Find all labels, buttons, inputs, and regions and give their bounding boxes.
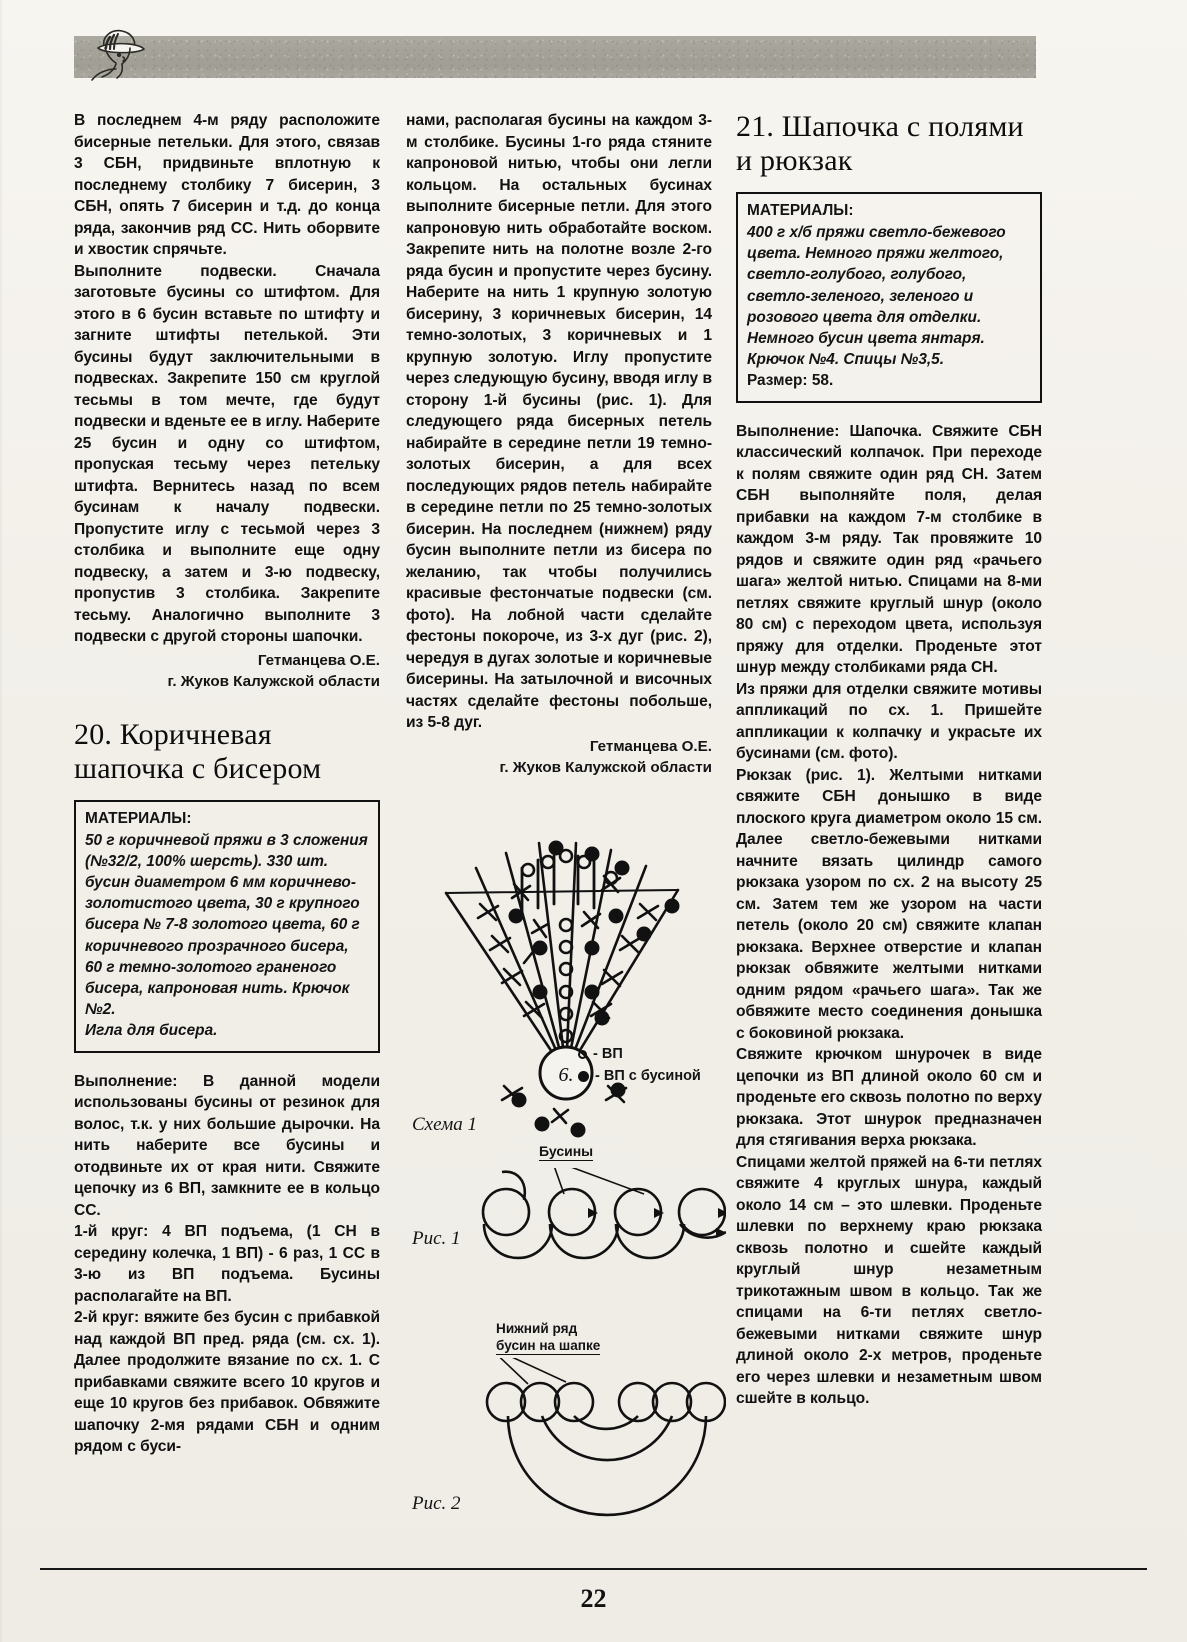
materials-text: 50 г коричневой пряжи в 3 сложения (№32/2, 100% шерсть). 330 шт. бусин диаметром 6 мм коричнево-золотистого цвета, 30 г крупного бисера № 7-8 золотого цвета, 60 г коричневого прозрачного бисера, 60 г темно-золотого граненого бисера, капроновая нить. Крючок №2.	[85, 831, 368, 1019]
instruction-text: 4 ВП подъема, (1 СН в середину колечка, 1 ВП) - 6 раз, 1 СС в 3-ю из ВП подъема. Бусины располагайте на ВП.	[74, 1223, 380, 1305]
open-circle-icon	[578, 1050, 587, 1059]
materials-size: Размер: 58.	[747, 372, 834, 390]
paragraph: нами, располагая бусины на каждом 3-м столбике. Бусины 1-го ряда стяните капроновой нитью, чтобы они легли кольцом. На остальных бусинах выполните бисерные петли. Для этого капроновую нить обработайте воском. Закрепите нить на полотне возле 2-го ряда бусин и пропустите через бусину. Наберите на нить 1 крупную золотую бисерину, 3 коричневых бисерин, 14 темно-золотых, 3 коричневых и 1 крупную золотую. Иглу пропустите через следующую бусину, вводя иглу в сторону 1-й бусины (рис. 1). Для следующего ряда бисерных петель набирайте в середине петли 19 темно-золотых бисерин, а для всех последующих рядов петель набирайте в середине петли по 25 темно-золотых бисерин. На последнем (нижнем) ряду бусин выполните петли из бисера по желанию, так чтобы получились красивые фестончатые подвески (см. фото). На лобной части сделайте фестоны покороче, из 3-х дуг (рис. 2), чередуя в дугах золотые и коричневые бисерины. На затылочной и височных частях сделайте фестоны побольше, из 5-8 дуг.	[406, 112, 712, 731]
instruction-paragraph	[736, 765, 1042, 1045]
materials-tools: Крючок №4. Спицы №3,5.	[747, 351, 944, 369]
schema-1-crochet-chart	[406, 838, 726, 1138]
article-signature	[406, 736, 712, 778]
instruction-text: Свяжите крючком шнурочек в виде цепочки из ВП длиной около 60 см и проденьте его сквозь полотно по верху рюкзака. Этот шнурок предназначен для стягивания верха рюкзака.	[736, 1046, 1042, 1150]
signature-author: Гетманцева О.Е.	[257, 651, 380, 669]
legend-row-vp-bead	[578, 1065, 701, 1087]
footer-divider	[40, 1568, 1147, 1570]
column-middle	[406, 110, 712, 778]
instruction-lead: Рюкзак	[736, 766, 792, 784]
paragraph: Выполните подвески. Сначала заготовьте бусины со штифтом. Для этого в 6 бусин вставьте по штифту и загните штифты петелькой. Эти бусины будут заключительными в подвесках. Закрепите 150 см круглой тесьмы в том мечте, где будут подвески и вденьте ее в иглу. Наберите 25 бусин и одну со штифтом, пропуская тесьму через петельку штифта. Вернитесь назад по всем бусинам к началу подвески. Пропустите иглу с тесьмой через 3 столбика и выполните еще одну подвеску, а затем и 3-ю подвеску, пропустив 3 столбика. Закрепите тесьму. Аналогично выполните 3 подвески с другой стороны шапочки.	[74, 262, 380, 645]
instruction-text: В данной модели использованы бусины от резинок для волос, т.к. у них большие дырочки. На нить наберите все бусины и отодвиньте их от края нити. Свяжите цепочку из 6 ВП, замкните ее в кольцо СС.	[74, 1072, 380, 1219]
materials-box-20	[74, 800, 380, 1053]
signature-author: Гетманцева О.Е.	[589, 737, 712, 755]
materials-title: МАТЕРИАЛЫ:	[85, 809, 192, 827]
instruction-text: Из пряжи для отделки свяжите мотивы аппликаций по сх. 1. Пришейте аппликации к колпачку и украсьте их бусинами (см. фото).	[736, 680, 1042, 763]
instruction-lead: 2-й круг:	[74, 1309, 140, 1327]
instruction-paragraph	[736, 1044, 1042, 1152]
instruction-text: Свяжите СБН классический колпачок. При переходе к полям свяжите один ряд СН. Затем СБН выполняйте поля, делая прибавки на каждом 7-м столбике в каждом 3-м ряду. Так провяжите 10 рядов и свяжите один ряд «рачьего шага» желтой нитью. Спицами на 8-ми петлях свяжите круглый шнур (около 80 см) с переходом цвета, используя пряжу для отделки. Проденьте этот шнур между столбиками ряда СН.	[736, 422, 1042, 677]
annotation-nizhniy-ryad	[496, 1320, 600, 1355]
instruction-paragraph	[74, 1071, 380, 1222]
instruction-paragraph	[736, 679, 1042, 765]
materials-text: 400 г х/б пряжи светло-бежевого цвета. Немного пряжи желтого, светло-голубого, голубого, светло-зеленого, зеленого и розового цвета для отделки. Немного бусин цвета янтаря.	[747, 224, 1006, 348]
column-left	[74, 110, 380, 1458]
instruction-lead: 1-й круг:	[74, 1223, 149, 1241]
section-heading-20: 20. Коричневая шапочка с бисером	[74, 717, 322, 785]
figure-2-festoon-arcs	[406, 1358, 726, 1548]
schema-center-label: 6.	[558, 1064, 574, 1086]
materials-box-21	[736, 192, 1042, 403]
paragraph: В последнем 4-м ряду расположите бисерные петельки. Для этого, связав 3 СБН, придвиньте вплотную к последнему столбику 7 бисерин, 3 СБН, опять 7 бисерин и т.д. до конца ряда, закончив ряд СС. Нить оборвите и хвостик спрячьте.	[74, 112, 380, 258]
diagram-area	[406, 838, 726, 1578]
figure-2-caption: Рис. 2	[412, 1493, 461, 1514]
legend-label: - ВП	[593, 1046, 623, 1062]
signature-city: г. Жуков Калужской области	[167, 672, 380, 690]
woman-in-hat-illustration-icon	[86, 24, 156, 86]
annotation-businy: Бусины	[539, 1143, 594, 1159]
instruction-paragraph	[736, 421, 1042, 679]
filled-circle-icon	[578, 1071, 589, 1082]
legend-label: - ВП с бусиной	[595, 1068, 701, 1084]
figure-1-caption: Рис. 1	[412, 1228, 461, 1249]
instruction-text: Спицами желтой пряжей на 6-ти петлях свяжите 4 круглых шнура, каждый около 14 см – это шлевки. Проденьте шлевки по верхнему краю рюкзака сквозь полотно и сшейте каждый круглый шнур незаметным трикотажным швом в кольцо. Так же спицами на 6-ти петлях светло-бежевыми нитками свяжите шнур длиной около 2-х метров, проденьте его через шлевки и незаметным швом сшейте в кольцо.	[736, 1153, 1042, 1408]
instruction-paragraph	[736, 1152, 1042, 1410]
legend-row-vp	[578, 1043, 701, 1065]
schema-1-caption: Схема 1	[412, 1114, 477, 1135]
section-heading-21: 21. Шапочка с полями и рюкзак	[736, 110, 1024, 177]
instruction-paragraph	[74, 1221, 380, 1307]
instruction-text: вяжите без бусин с прибавкой над каждой ВП пред. ряда (см. сх. 1). Далее продолжите вязание по сх. 1. С прибавками свяжите всего 10 кругов и еще 10 кругов без прибавок. Обвяжите шапочку 2-мя рядами СБН и одним рядом с буси-	[74, 1309, 380, 1456]
instruction-paragraph	[74, 1307, 380, 1458]
materials-extra-line: Игла для бисера.	[85, 1022, 218, 1040]
annotation-line-2: бусин на шапке	[496, 1338, 601, 1353]
instruction-lead: Выполнение:	[74, 1072, 178, 1090]
instruction-lead: Выполнение: Шапочка.	[736, 422, 922, 440]
signature-city: г. Жуков Калужской области	[499, 758, 712, 776]
annotation-line-1: Нижний ряд	[496, 1321, 578, 1336]
instruction-text: (рис. 1). Желтыми нитками свяжите СБН донышко в виде плоского круга диаметром около 15 см. Далее светло-бежевыми нитками начните вязать цилиндр самого рюкзака узором по сх. 2 на высоту 25 см. Затем тем же узором на части петель (около 20 см) свяжите клапан рюкзака. Верхнее отверстие и клапан рюкзак обвяжите желтыми нитками одним рядом «рачьего шага». Так же обвяжите место соединения донышка с боковиной рюкзака.	[736, 766, 1042, 1042]
materials-title: МАТЕРИАЛЫ:	[747, 202, 854, 219]
page-number: 22	[580, 1584, 607, 1613]
schema-legend	[578, 1043, 701, 1087]
header-decorative-band	[74, 36, 1036, 78]
article-signature	[74, 650, 380, 692]
column-right	[736, 110, 1042, 1410]
